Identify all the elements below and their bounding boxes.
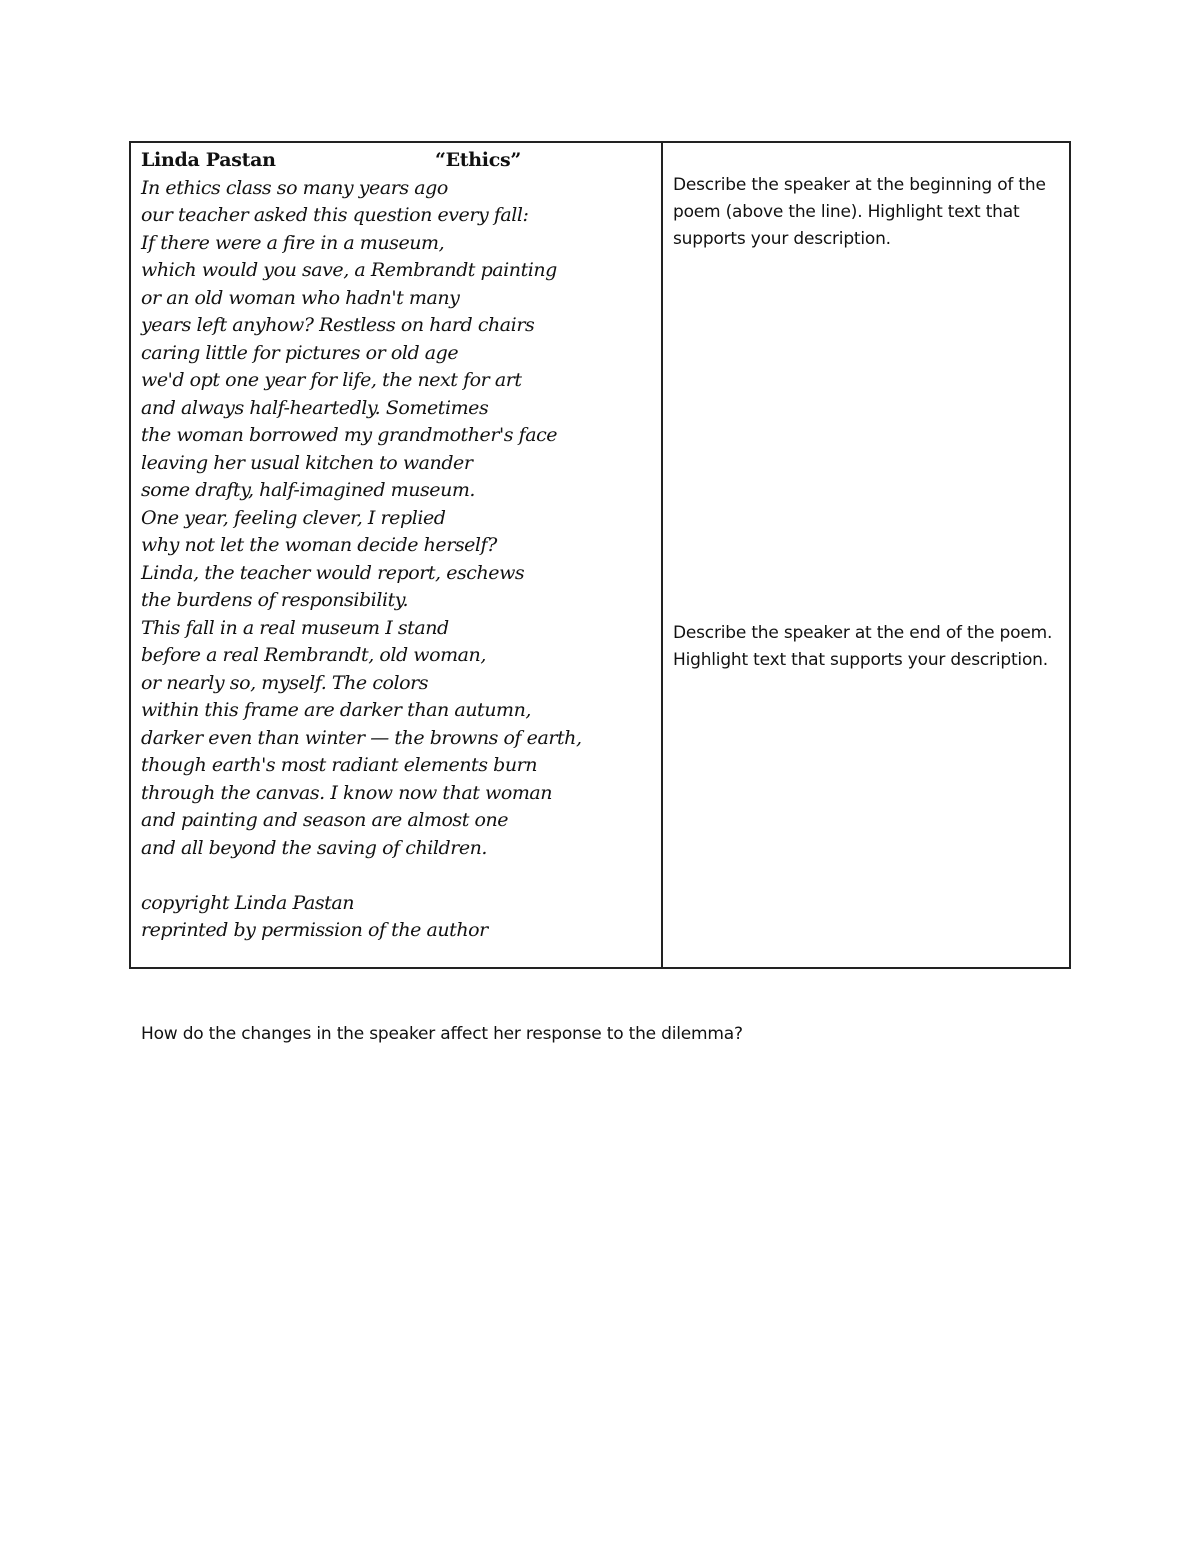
poem-line: leaving her usual kitchen to wander	[141, 451, 473, 474]
poem-line: and always half-heartedly. Sometimes	[141, 396, 489, 419]
response-column	[663, 143, 1069, 967]
poem-line: the burdens of responsibility.	[141, 589, 409, 611]
prompt-beginning: Describe the speaker at the beginning of the poem (above the line). Highlight text that supports your description.	[673, 175, 1046, 249]
poem-line: and all beyond the saving of children.	[141, 836, 487, 859]
poem-line: or nearly so, myself. The colors	[141, 671, 429, 694]
poem-line: through the canvas. I know now that woman	[141, 781, 553, 804]
poem-line: our teacher asked this question every fall:	[141, 204, 529, 226]
poem-line: Linda, the teacher would report, eschews	[141, 561, 525, 584]
poem-header	[141, 147, 651, 175]
poem-author: Linda Pastan	[141, 149, 276, 171]
poem-line: the woman borrowed my grandmother's face	[141, 424, 558, 446]
poem-line: darker even than winter — the browns of earth,	[141, 726, 582, 749]
poem-line: before a real Rembrandt, old woman,	[141, 644, 486, 666]
poem-line: In ethics class so many years ago	[141, 176, 448, 199]
poem-blank-line	[141, 862, 651, 890]
poem-line: One year, feeling clever, I replied	[141, 506, 446, 529]
poem-line: though earth's most radiant elements burn	[141, 754, 538, 776]
poem-line: why not let the woman decide herself?	[141, 534, 497, 556]
permission-line: reprinted by permission of the author	[141, 919, 488, 941]
poem-line: caring little for pictures or old age	[141, 341, 459, 364]
poem-column	[131, 143, 663, 967]
copyright-line: copyright Linda Pastan	[141, 891, 354, 914]
poem-line: we'd opt one year for life, the next for art	[141, 369, 522, 391]
poem-table	[129, 141, 1071, 969]
poem-title: “Ethics”	[435, 149, 522, 171]
poem-line: some drafty, half-imagined museum.	[141, 479, 476, 501]
poem-line: years left anyhow? Restless on hard chairs	[141, 314, 535, 336]
poem-line: and painting and season are almost one	[141, 809, 509, 831]
poem-line: This fall in a real museum I stand	[141, 616, 449, 639]
poem-line: or an old woman who hadn't many	[141, 286, 460, 309]
poem-lines	[141, 175, 651, 945]
poem-line: within this frame are darker than autumn,	[141, 699, 531, 721]
reflection-question: How do the changes in the speaker affect her response to the dilemma?	[141, 1024, 743, 1044]
poem-line: which would you save, a Rembrandt painting	[141, 259, 557, 281]
poem-line: If there were a fire in a museum,	[141, 231, 445, 254]
prompt-end: Describe the speaker at the end of the poem. Highlight text that supports your description.	[673, 623, 1053, 670]
